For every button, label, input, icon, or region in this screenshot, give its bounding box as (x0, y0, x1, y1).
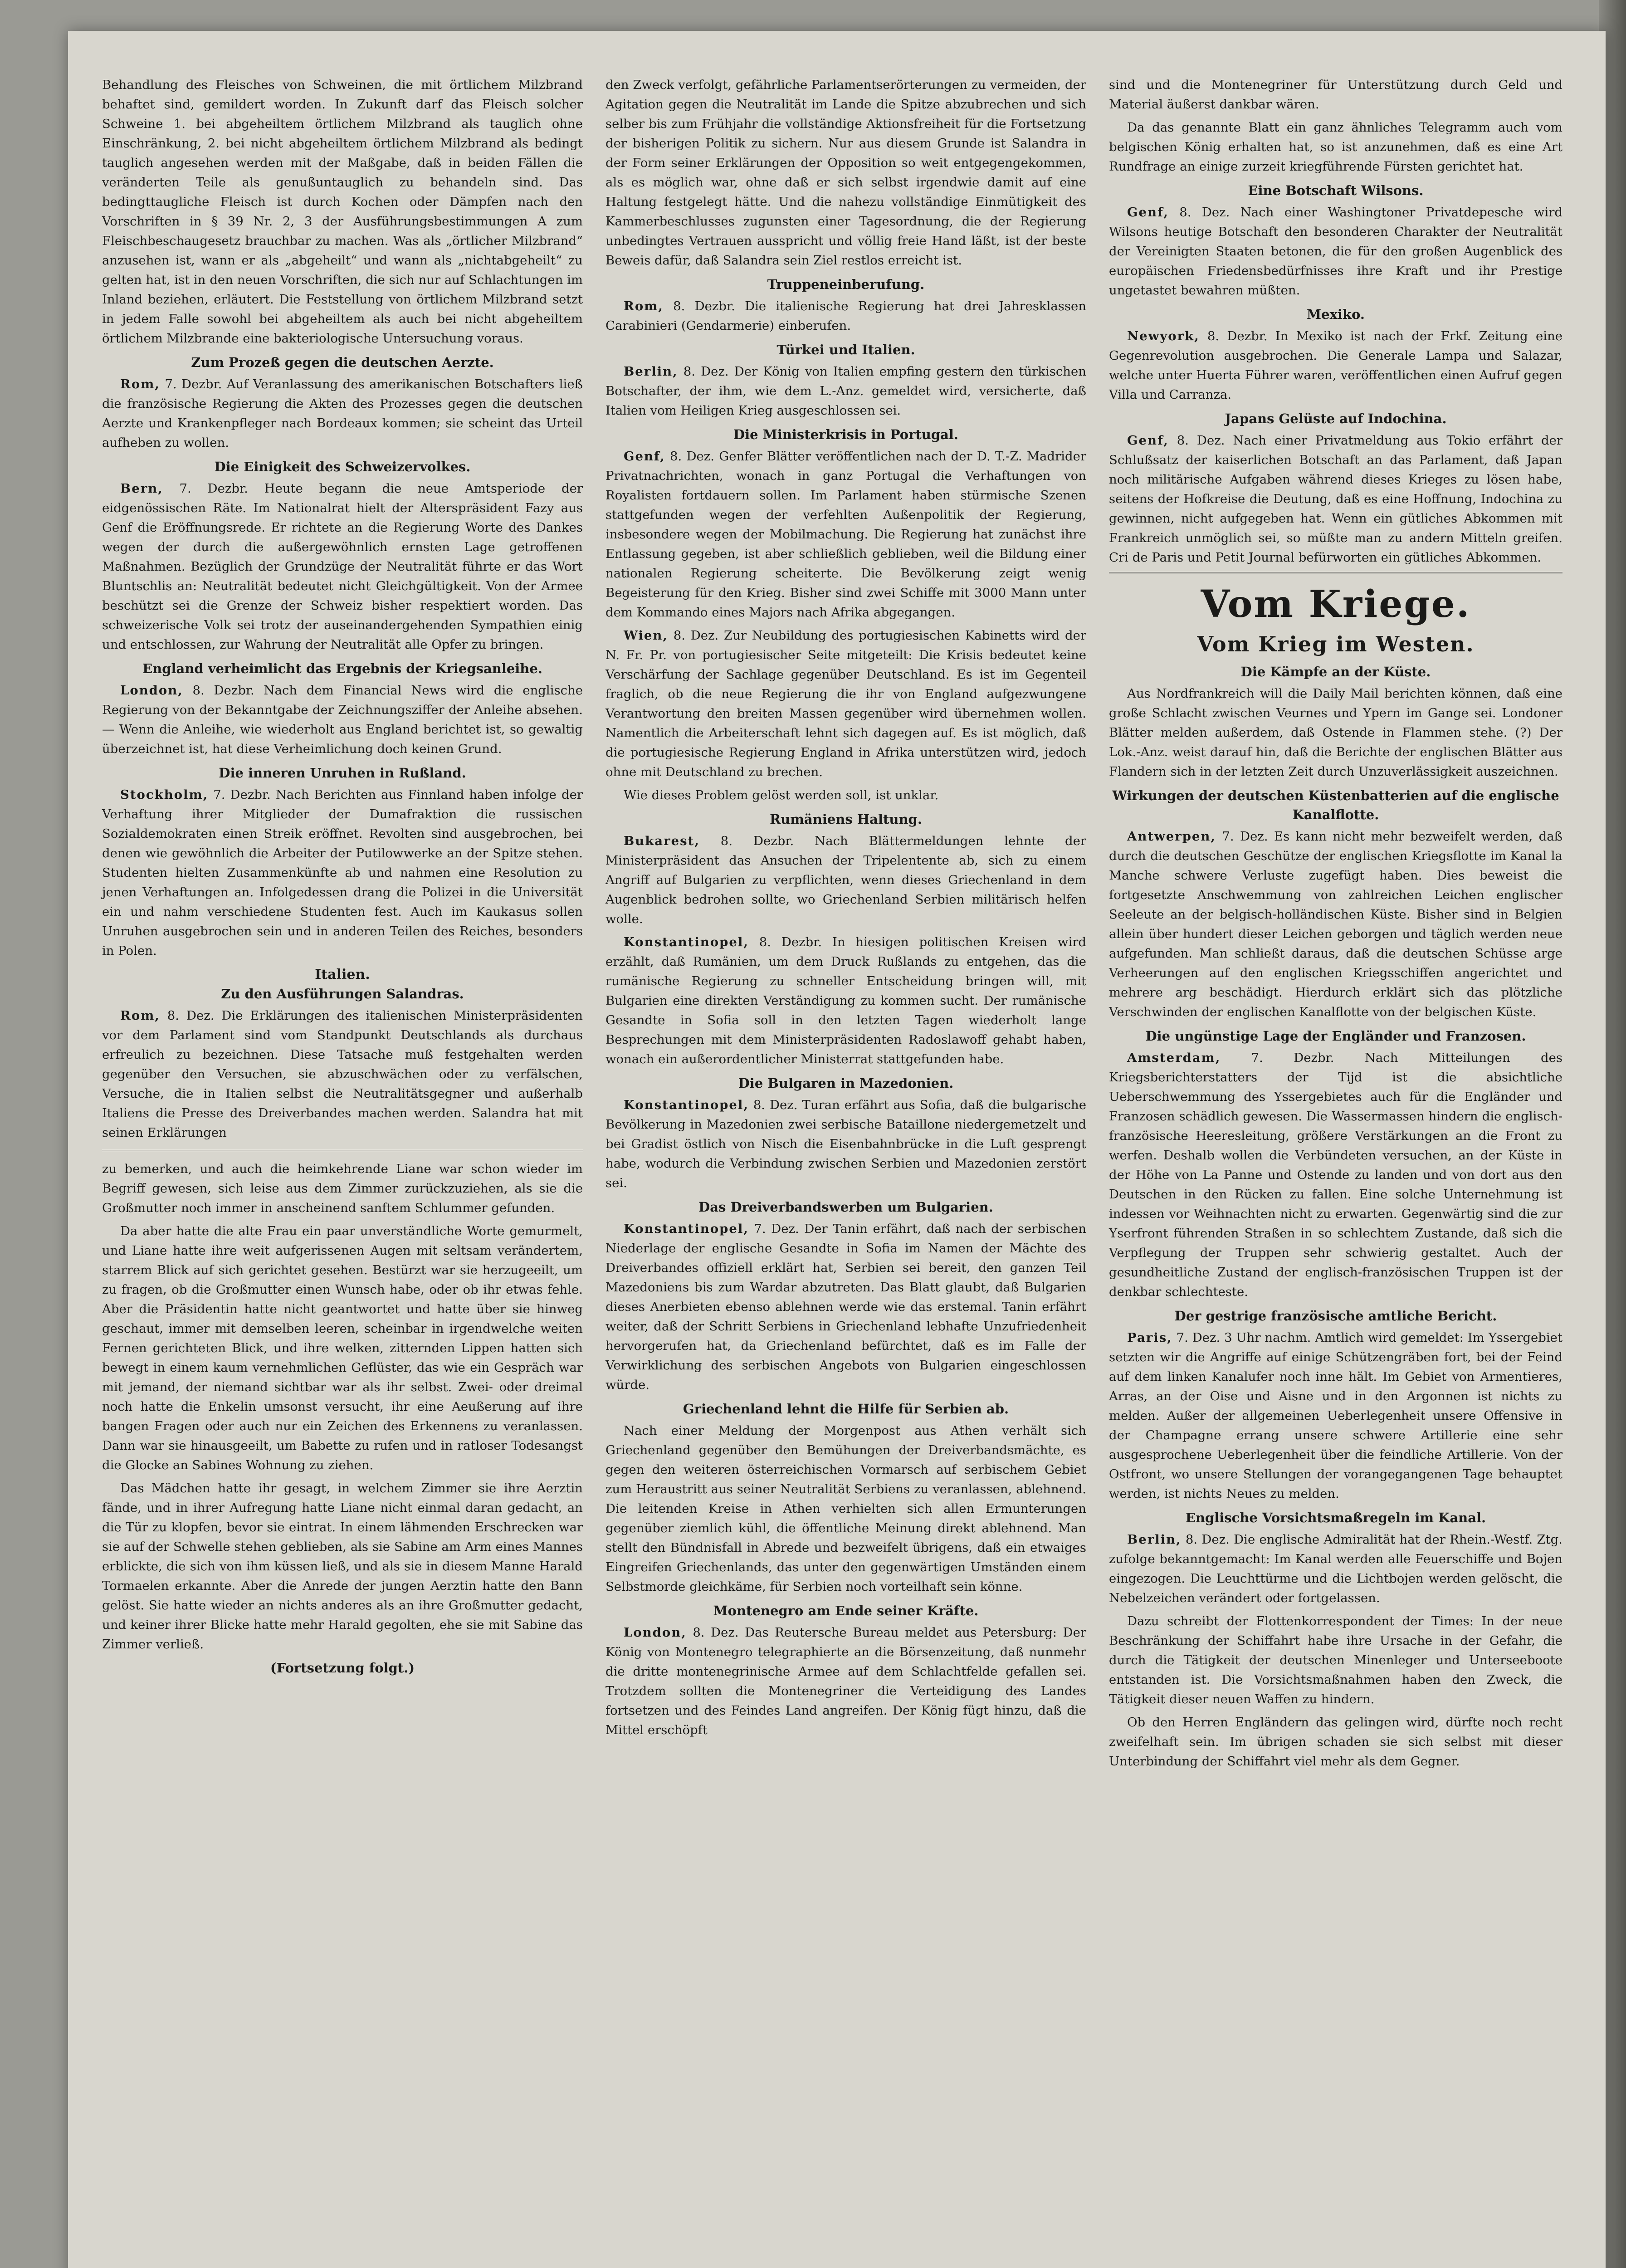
paragraph: Wie dieses Problem gelöst werden soll, ist unklar. (624, 788, 939, 802)
continuation-note: (Fortsetzung folgt.) (270, 1660, 415, 1676)
paragraph (102, 479, 583, 655)
paragraph: Da das genannte Blatt ein ganz ähnliches Telegramm auch vom belgischen König erhalten hat, so ist anzunehmen, daß es eine Art Rundfrage an einige zurzeit kriegführende Fürsten gerichtet hat. (1109, 120, 1563, 174)
paragraph (605, 933, 1086, 1069)
headline: Japans Gelüste auf Indochina. (1225, 411, 1447, 426)
paragraph (1109, 1530, 1563, 1608)
paragraph-text: 8. Dez. Turan erfährt aus Sofia, daß die bulgarische Bevölkerung in Mazedonien zwei serbische Bataillone niedergemetzelt und bei Gradist östlich von Nisch die Eisenbahnbrücke in die Luft gesprengt habe, wodurch die Verbindung zwischen Serbien und Mazedonien zerstört sei. (605, 1098, 1086, 1190)
story-paragraph: Das Mädchen hatte ihr gesagt, in welchem Zimmer sie ihre Aerztin fände, und in ihrer Aufregung hatte Liane nicht einmal daran gedacht, an die Tür zu klopfen, bevor sie eintrat. In einem lähmenden Erschrecken war sie auf der Schwelle stehen geblieben, als sie Sabine am Arm eines Mannes erblickte, die sich von ihm küssen ließ, und als sie in diesem Manne Harald Tormaelen erkannte. Aber die Anrede der jungen Aerztin hatte den Bann gelöst. Sie hatte wieder an nichts anderes als an ihre Großmutter gedacht, und keiner ihrer Blicke hatte mehr Harald gegolten, ehe sie mit Sabine das Zimmer verließ. (102, 1481, 583, 1652)
paragraph-text: 8. Dez. Zur Neubildung des portugiesischen Kabinetts wird der N. Fr. Pr. von portugiesischer Seite mitgeteilt: Die Krisis bedeutet keine Verschärfung der Sachlage gegenüber Deutschland. Es ist im Gegenteil fraglich, ob die neue Regierung die ihr von England aufgezwungene Verantwortung den breiten Massen gegenüber wird übernehmen wollen. Namentlich die Arbeiterschaft lehnt sich dagegen auf. Es ist möglich, daß die portugiesische Regierung England in Afrika unterstützen wird, jedoch ohne mit Deutschland zu brechen. (605, 628, 1086, 779)
headline: Rumäniens Haltung. (770, 811, 922, 827)
paragraph (1109, 1048, 1563, 1302)
paragraph (1109, 1328, 1563, 1504)
paragraph (605, 626, 1086, 782)
dateline: Rom, (624, 299, 664, 313)
paragraph-text: 7. Dezbr. Nach Mitteilungen des Kriegsberichterstatters der Tijd ist die absichtliche Ueberschwemmung des Yssergebietes auch für die Engländer und Franzosen schädlich gewesen. Die Wassermassen hindern die englisch-französische Heeresleitung, größere Verstärkungen an die Front zu werfen. Deshalb wollen die Verbündeten versuchen, an der Küste in der Höhe von La Panne und Ostende zu landen und von dort aus den Deutschen in den Rücken zu fallen. Eine solche Unternehmung ist indessen vor Weihnachten nicht zu erwarten. Gegenwärtig sind die zur Yserfront führenden Straßen in so schlechtem Zustande, daß sich die Verpflegung der Truppen sehr schwierig gestaltet. Auch der gesundheitliche Zustand der englisch-französischen Truppen ist der denkbar schlechteste. (1109, 1051, 1563, 1299)
paragraph (1109, 431, 1563, 567)
paragraph-text: 7. Dez. Es kann nicht mehr bezweifelt werden, daß durch die deutschen Geschütze der englischen Kriegsflotte im Kanal la Manche schwere Verluste zugefügt haben. Dies beweist die fortgesetzte Anschwemmung von zahlreichen Leichen englischer Seeleute an der belgisch-holländischen Küste. Bisher sind in Belgien allein über hundert dieser Leichen geborgen und täglich werden neue aufgefunden. Man schließt daraus, daß die deutschen Schüsse arge Verheerungen auf den englischen Kriegsschiffen angerichtet und mehrere arg beschädigt. Hierdurch erklärt sich das plötzliche Verschwinden der englischen Kanalflotte von der belgischen Küste. (1109, 829, 1563, 1019)
headline: Truppeneinberufung. (767, 277, 925, 292)
paragraph-text: 8. Dezbr. In hiesigen politischen Kreisen wird erzählt, daß Rumänien, um dem Druck Rußlands zu entgehen, das die rumänische Regierung zu schneller Entscheidung bringen will, mit Bulgarien eine direkten Verständigung zu kommen sucht. Der rumänische Gesandte in Sofia soll in den letzten Tagen wiederholt lange Besprechungen mit dem Ministerpräsidenten Radoslawoff gehabt haben, wonach ein außerordentlicher Ministerrat stattgefunden habe. (605, 935, 1086, 1066)
paragraph-text: 8. Dez. Die englische Admiralität hat der Rhein.-Westf. Ztg. zufolge bekanntgemacht: Im Kanal werden alle Feuerschiffe und Bojen eingezogen. Die Leuchttürme und die Lichtbojen werden gelöscht, die Nebelzeichen verändert oder fortgelassen. (1109, 1532, 1563, 1605)
paragraph (605, 447, 1086, 622)
headline: Englische Vorsichtsmaßregeln im Kanal. (1185, 1510, 1486, 1525)
headline: Die inneren Unruhen in Rußland. (219, 765, 466, 781)
headline: Türkei und Italien. (776, 342, 915, 357)
section-title: Vom Kriege. (1201, 582, 1471, 626)
headline: Das Dreiverbandswerben um Bulgarien. (698, 1199, 993, 1215)
dateline: Bern, (120, 481, 163, 496)
headline: Die Ministerkrisis in Portugal. (733, 427, 959, 442)
dateline: Berlin, (624, 364, 678, 379)
paragraph (102, 1006, 583, 1143)
paragraph-text: 8. Dez. Nach einer Washingtoner Privatdepesche wird Wilsons heutige Botschaft den besonderen Charakter der Neutralität der Vereinigten Staaten betonen, die für den großen Augenblick des europäischen Friedensbedürfnisses ihre Kraft und ihr Prestige ungetastet bewahren müßten. (1109, 205, 1563, 298)
paragraph (1109, 827, 1563, 1022)
dateline: Berlin, (1127, 1532, 1182, 1547)
headline: Griechenland lehnt die Hilfe für Serbien ab. (683, 1401, 1009, 1417)
paragraph-text: 7. Dezbr. Nach Berichten aus Finnland haben infolge der Verhaftung ihrer Mitglieder der Dumafraktion die russischen Sozialdemokraten einen Streik eröffnet. Revolten sind ausgebrochen, bei denen wie gewöhnlich die Arbeiter der Putilowwerke an der Spitze stehen. Studenten hielten Zusammenkünfte ab und nahmen eine Resolution zu jenen Verhaftungen an. Infolgedessen drang die Polizei in die Universität ein und nahm verschiedene Studenten fest. Auch im Kaukasus sollen Unruhen ausgebrochen sein und in anderen Teilen des Reiches, besonders in Polen. (102, 787, 583, 958)
column-3 (1109, 75, 1563, 1775)
story-paragraph: zu bemerken, und auch die heimkehrende Liane war schon wieder im Begriff gewesen, sich leise aus dem Zimmer zurückzuziehen, als sie die Großmutter noch immer in anscheinend sanftem Schlummer gefunden. (102, 1162, 583, 1215)
paragraph-text: 8. Dez. Genfer Blätter veröffentlichen nach der D. T.-Z. Madrider Privatnachrichten, wonach in ganz Portugal die Verhaftungen von Royalisten fortdauern sollen. Im Parlament haben stürmische Szenen stattgefunden wegen der verfehlten Außenpolitik der Regierung, insbesondere wegen der Mobilmachung. Die Regierung hat zunächst ihre Entlassung gegeben, ist aber schließlich geblieben, weil die Bildung einer nationalen Regierung scheiterte. Die Bevölkerung zeigt wenig Begeisterung für den Krieg. Bisher sind zwei Schiffe mit 3000 Mann unter dem Kommando eines Majors nach Afrika abgegangen. (605, 449, 1086, 620)
dateline: Genf, (624, 449, 665, 464)
divider (102, 1150, 583, 1151)
dateline: Genf, (1127, 205, 1169, 220)
headline: Die Bulgaren in Mazedonien. (738, 1075, 954, 1091)
dateline: Stockholm, (120, 787, 209, 802)
dateline: Paris, (1127, 1330, 1172, 1345)
headline: England verheimlicht das Ergebnis der Kriegsanleihe. (142, 661, 542, 676)
paragraph (102, 375, 583, 453)
newspaper-page (68, 31, 1606, 2268)
headline: Eine Botschaft Wilsons. (1248, 183, 1424, 198)
dateline: Konstantinopel, (624, 1222, 749, 1236)
story-paragraph: Da aber hatte die alte Frau ein paar unverständliche Worte gemurmelt, und Liane hatte ihre weit aufgerissenen Augen mit seltsam verändertem, starrem Blick auf sich gerichtet gesehen. Bestürzt war sie herzugeeilt, um zu fragen, ob die Großmutter einen Wunsch habe, oder ob ihr etwas fehle. Aber die Präsidentin hatte nicht geantwortet und hatte über sie hinweg geschaut, immer mit demselben leeren, scheinbar in irgendwelche weiten Fernen gerichteten Blick, und ihre welken, zitternden Lippen hatten sich bewegt in einem kaum vernehmlichen Geflüster, das wie ein Gespräch war mit jemand, der niemand sichtbar war als ihr selbst. Zwei- oder dreimal noch hatte die Enkelin umsonst versucht, ihr eine Aeußerung auf ihre bangen Fragen oder auch nur ein Zeichen des Erkennens zu veranlassen. Dann war sie hinausgeeilt, um Babette zu rufen und in ratloser Todesangst die Glocke an Sabines Wohnung zu ziehen. (102, 1224, 583, 1472)
dateline: Antwerpen, (1127, 829, 1216, 844)
headline: Montenegro am Ende seiner Kräfte. (713, 1603, 979, 1618)
paragraph (605, 1623, 1086, 1740)
dateline: Newyork, (1127, 329, 1200, 343)
paragraph (1109, 203, 1563, 300)
headline: Zu den Ausführungen Salandras. (221, 986, 464, 1002)
paragraph-text: 8. Dez. Die Erklärungen des italienischen Ministerpräsidenten vor dem Parlament sind vom Standpunkt Deutschlands als durchaus erfreulich zu bezeichnen. Diese Tatsache muß festgehalten werden gegenüber den Versuchen, sie abzuschwächen oder zu verfälschen, Versuche, die in Italien selbst die Neutralitätsgegner und außerhalb Italiens die Presse des Dreiverbandes machen werden. Salandra hat mit seinen Erklärungen (102, 1008, 583, 1140)
paragraph (605, 297, 1086, 336)
dateline: Bukarest, (624, 834, 700, 848)
paragraph-text: 8. Dezbr. Nach Blättermeldungen lehnte der Ministerpräsident das Ansuchen der Tripelentente ab, sich zu einem Angriff auf Bulgarien zu verpflichten, wenn dieses Griechenland in dem Augenblick bedrohen sollte, wo Griechenland Serbien militärisch helfen wolle. (605, 834, 1086, 926)
paragraph-text: 8. Dezbr. Nach dem Financial News wird die englische Regierung von der Bekanntgabe der Zeichnungsziffer der Anleihe absehen. — Wenn die Anleihe, wie wiederholt aus England berichtet ist, so gewaltig überzeichnet ist, hat diese Verheimlichung doch keinen Grund. (102, 683, 583, 756)
paragraph (102, 681, 583, 759)
headline: Wirkungen der deutschen Küstenbatterien auf die englische Kanalflotte. (1112, 788, 1559, 822)
paragraph-text: 7. Dez. 3 Uhr nachm. Amtlich wird gemeldet: Im Yssergebiet setzten wir die Angriffe auf einige Schützengräben fort, bei der Feind auf dem linken Kanalufer noch inne hält. Im Gebiet von Armentieres, Arras, an der Oise und Aisne und in den Argonnen ist nichts zu melden. Außer der allgemeinen Ueberlegenheit unsere Offensive in der Champagne errang unsere schwere Artillerie eine sehr ausgesprochene Ueberlegenheit über die feindliche Artillerie. Von der Ostfront, wo unsere Stellungen der vorangegangenen Tage behauptet werden, ist nichts Neues zu melden. (1109, 1330, 1563, 1501)
dateline: London, (624, 1625, 687, 1640)
headline: Die Einigkeit des Schweizervolkes. (214, 459, 471, 474)
section-heading: Italien. (315, 967, 370, 982)
paragraph: den Zweck verfolgt, gefährliche Parlamentserörterungen zu vermeiden, der Agitation gegen die Neutralität im Lande die Spitze abzubrechen und sich selber bis zum Frühjahr die vollständige Aktionsfreiheit für die Fortsetzung der bisherigen Politik zu sichern. Nur aus diesem Grunde ist Salandra in der Form seiner Erklärungen der Opposition so weit entgegengekommen, als es möglich war, ohne daß er sich selbst irgendwie damit auf eine Haltung festgelegt hätte. Und die nahezu vollständige Einmütigkeit des Kammerbeschlusses zugunsten einer Tagesordnung, die der Regierung unbedingtes Vertrauen ausspricht und völlig freie Hand läßt, ist der beste Beweis dafür, daß Salandra sein Ziel restlos erreicht ist. (605, 78, 1086, 268)
dateline: Konstantinopel, (624, 935, 749, 949)
paragraph-text: 8. Dez. Das Reutersche Bureau meldet aus Petersburg: Der König von Montenegro telegraphierte an die Börsenzeitung, daß nunmehr die dritte montenegrinische Armee auf dem Schlachtfelde gefallen sei. Trotzdem sollten die Montenegriner die Verteidigung des Landes fortsetzen und des Feindes Land angreifen. Der König fügt hinzu, daß die Mittel erschöpft (605, 1625, 1086, 1737)
paragraph-text: 8. Dezbr. In Mexiko ist nach der Frkf. Zeitung eine Gegenrevolution ausgebrochen. Die Generale Lampa und Salazar, welche unter Huerta Führer waren, veröffentlichen einen Aufruf gegen Villa und Carranza. (1109, 329, 1563, 402)
paragraph (605, 1095, 1086, 1193)
paragraph (605, 831, 1086, 929)
column-2 (605, 75, 1086, 1744)
section-subtitle: Vom Krieg im Westen. (1197, 632, 1475, 656)
divider (1109, 572, 1563, 573)
headline: Die Kämpfe an der Küste. (1240, 664, 1431, 679)
headline: Die ungünstige Lage der Engländer und Franzosen. (1145, 1028, 1526, 1044)
paragraph: Nach einer Meldung der Morgenpost aus Athen verhält sich Griechenland gegenüber den Bemühungen der Dreiverbandsmächte, es gegen den weiteren österreichischen Vormarsch auf serbischem Gebiet zum Heraustritt aus seiner Neutralität Serbiens zu veranlassen, ablehnend. Die leitenden Kreise in Athen verhielten sich allen Ermunterungen gegenüber ziemlich kühl, die öffentliche Meinung direkt ablehnend. Man stellt den Bündnisfall in Abrede und bezweifelt übrigens, daß ein etwaiges Eingreifen Griechenlands, das unter den gegenwärtigen Umständen einem Selbstmorde gleichkäme, für Serbien noch vorteilhaft sein könne. (605, 1423, 1086, 1594)
paragraph (102, 785, 583, 961)
headline: Zum Prozeß gegen die deutschen Aerzte. (191, 355, 494, 370)
paragraph (605, 362, 1086, 420)
headline: Der gestrige französische amtliche Bericht. (1174, 1308, 1497, 1324)
paragraph (605, 1219, 1086, 1395)
column-1 (102, 75, 583, 1678)
paragraph: Dazu schreibt der Flottenkorrespondent der Times: In der neue Beschränkung der Schiffahrt habe ihre Ursache in der Gefahr, die durch die Tätigkeit der deutschen Minenleger und Unterseeboote entstanden ist. Die Vorsichtsmaßnahmen haben den Zweck, die Tätigkeit dieser neuen Waffen zu hindern. (1109, 1614, 1563, 1706)
paragraph: Behandlung des Fleisches von Schweinen, die mit örtlichem Milzbrand behaftet sind, gemildert worden. In Zukunft darf das Fleisch solcher Schweine 1. bei abgeheiltem örtlichem Milzbrand als tauglich ohne Einschränkung, 2. bei nicht abgeheiltem örtlichem Milzbrand als bedingt tauglich angesehen werden mit der Maßgabe, daß in beiden Fällen die veränderten Teile als genußuntauglich zu behandeln sind. Das bedingttaugliche Fleisch ist durch Kochen oder Dämpfen nach den Vorschriften in § 39 Nr. 2, 3 der Ausführungsbestimmungen A zum Fleischbeschaugesetz brauchbar zu machen. Was als „örtlicher Milzbrand“ anzusehen ist, wann er als „abgeheilt“ und wann als „nichtabgeheilt“ zu gelten hat, ist in den neuen Vorschriften, die sich nur auf Schlachtungen im Inland beziehen, erläutert. Die Feststellung von örtlichem Milzbrand setzt in jedem Falle sowohl bei abgeheiltem als auch bei nicht abgeheiltem örtlichem Milzbrande eine bakteriologische Untersuchung voraus. (102, 78, 583, 346)
paragraph-text: 8. Dezbr. Die italienische Regierung hat drei Jahresklassen Carabinieri (Gendarmerie) einberufen. (605, 299, 1086, 333)
dateline: Wien, (624, 628, 668, 643)
paragraph: Aus Nordfrankreich will die Daily Mail berichten können, daß eine große Schlacht zwischen Veurnes und Ypern im Gange sei. Londoner Blätter melden außerdem, daß Ostende in Flammen stehe. (?) Der Lok.-Anz. weist darauf hin, daß die Berichte der englischen Blätter aus Flandern sich in der letzten Zeit durch Unzuverlässigkeit auszeichnen. (1109, 686, 1563, 779)
paragraph-text: 8. Dez. Nach einer Privatmeldung aus Tokio erfährt der Schlußsatz der kaiserlichen Botschaft an das Parlament, daß Japan noch militärische Aufgaben während dieses Krieges zu lösen habe, seitens der Hofkreise die Deutung, daß es eine Hoffnung, Indochina zu gewinnen, nicht aufgegeben hat. Wenn ein gütliches Abkommen mit Frankreich unmöglich sei, so müßte man zu andern Mitteln greifen. Cri de Paris und Petit Journal befürworten ein gütliches Abkommen. (1109, 433, 1563, 565)
dateline: Rom, (120, 377, 160, 391)
dateline: Amsterdam, (1127, 1051, 1221, 1065)
paragraph-text: 7. Dezbr. Auf Veranlassung des amerikanischen Botschafters ließ die französische Regierung die Akten des Prozesses gegen die deutschen Aerzte und Krankenpfleger nach Bordeaux kommen; sie scheint das Urteil aufheben zu wollen. (102, 377, 583, 450)
headline: Mexiko. (1307, 307, 1365, 322)
paragraph: sind und die Montenegriner für Unterstützung durch Geld und Material äußerst dankbar wären. (1109, 78, 1563, 112)
dateline: Konstantinopel, (624, 1098, 749, 1112)
paragraph: Ob den Herren Engländern das gelingen wird, dürfte noch recht zweifelhaft sein. Im übrigen schaden sie sich selbst mit dieser Unterbindung der Schiffahrt viel mehr als dem Gegner. (1109, 1715, 1563, 1769)
paragraph-text: 8. Dez. Der König von Italien empfing gestern den türkischen Botschafter, der ihm, wie dem L.-Anz. gemeldet wird, versicherte, daß Italien vom Heiligen Krieg ausgeschlossen sei. (605, 364, 1086, 418)
dateline: Rom, (120, 1008, 160, 1023)
paragraph (1109, 327, 1563, 405)
paragraph-text: 7. Dez. Der Tanin erfährt, daß nach der serbischen Niederlage der englische Gesandte in Sofia im Namen der Mächte des Dreiverbandes offiziell erklärt hat, Serbien sei bereit, den ganzen Teil Mazedoniens bis zum Wardar abzutreten. Das Blatt glaubt, daß Bulgarien dieses Anerbieten ebenso ablehnen werde wie das erstemal. Tanin erfährt weiter, daß der Schritt Serbiens in Griechenland lebhafte Unzufriedenheit hervorgerufen hat, da Griechenland befürchtet, daß es im Falle der Verwirklichung des serbischen Angebots von Bulgarien eingeschlossen würde. (605, 1222, 1086, 1392)
dateline: London, (120, 683, 183, 698)
paragraph-text: 7. Dezbr. Heute begann die neue Amtsperiode der eidgenössischen Räte. Im Nationalrat hielt der Alterspräsident Fazy aus Genf die Eröffnungsrede. Er richtete an die Regierung Worte des Dankes wegen der durch die außergewöhnlich ernsten Lage getroffenen Maßnahmen. Bezüglich der Grundzüge der Neutralität führte er das Wort Bluntschlis an: Neutralität bedeutet nicht Gleichgültigkeit. Von der Armee beschützt sei die Grenze der Schweiz bisher respektiert worden. Das schweizerische Volk sei trotz der auseinandergehenden Sympathien einig und entschlossen, zur Wahrung der Neutralität alle Opfer zu bringen. (102, 481, 583, 652)
dateline: Genf, (1127, 433, 1169, 448)
